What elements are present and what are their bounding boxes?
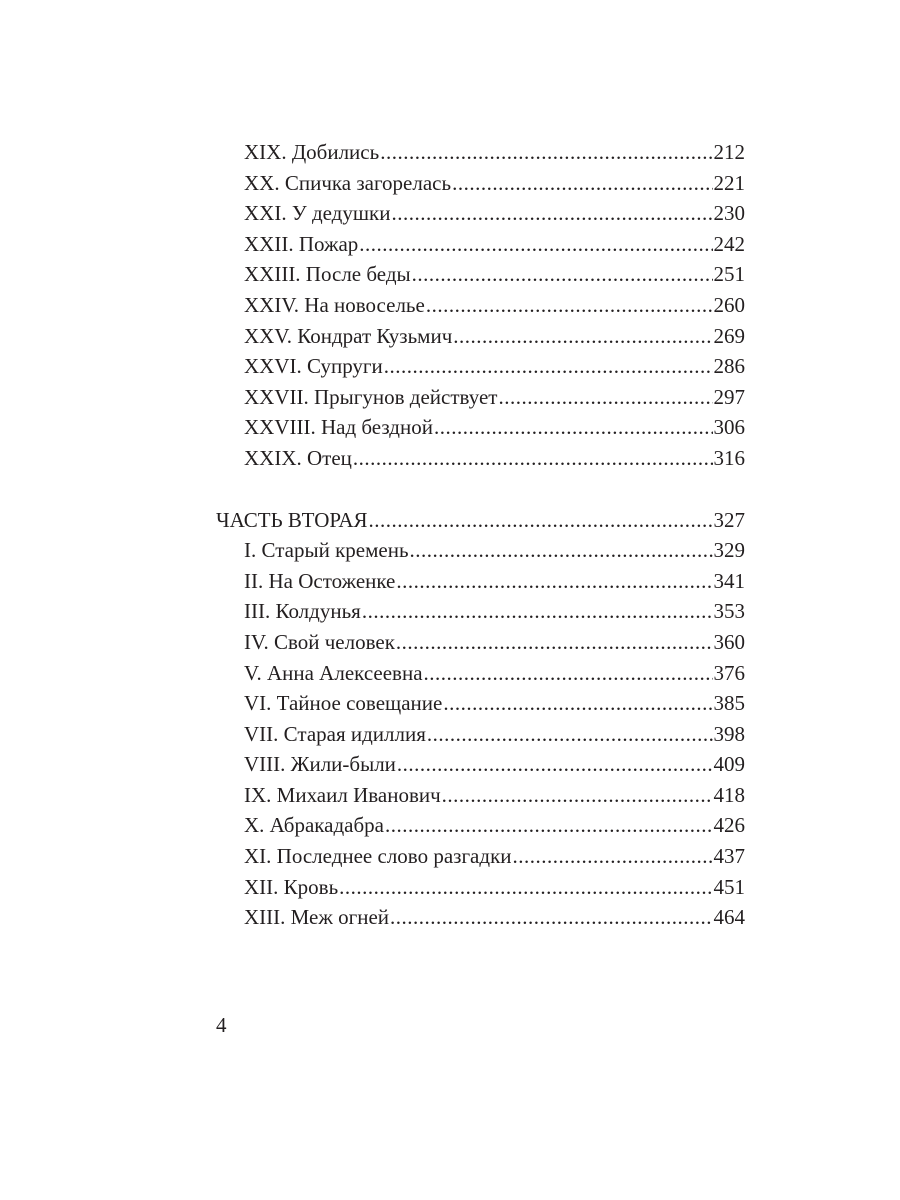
- toc-entry: [0, 719, 745, 750]
- toc-entry-title: IV. Свой человек: [244, 629, 395, 654]
- leader-dots: [396, 627, 713, 658]
- toc-part-heading: [0, 505, 745, 536]
- leader-dots: [412, 259, 713, 290]
- toc-entry-page: 398: [713, 721, 745, 746]
- leader-dots: [424, 658, 713, 689]
- toc-entry-page: 329: [713, 538, 745, 563]
- toc-entry-page: 353: [713, 599, 745, 624]
- toc-entry-title: VII. Старая идиллия: [244, 721, 426, 746]
- toc-entry-page: 451: [713, 874, 745, 899]
- leader-dots: [339, 872, 712, 903]
- toc-entry-title: XXVII. Прыгунов действует: [244, 384, 498, 409]
- toc-entry: [0, 382, 745, 413]
- leader-dots: [434, 412, 713, 443]
- toc-entry: [0, 168, 745, 199]
- leader-dots: [513, 841, 713, 872]
- toc-entry: [0, 198, 745, 229]
- leader-dots: [353, 443, 713, 474]
- toc-entry-page: 251: [713, 262, 745, 287]
- toc-entry-title: XXII. Пожар: [244, 231, 359, 256]
- toc-entry: [0, 658, 745, 689]
- toc-entry-page: 341: [713, 568, 745, 593]
- toc-entry-title: XXIII. После беды: [244, 262, 411, 287]
- leader-dots: [380, 137, 712, 168]
- toc-entry-page: 426: [713, 813, 745, 838]
- table-of-contents: [0, 137, 900, 933]
- toc-entry: [0, 137, 745, 168]
- toc-entry: [0, 872, 745, 903]
- toc-entry-page: 464: [713, 905, 745, 930]
- toc-entry: [0, 810, 745, 841]
- toc-section-part2: [0, 535, 900, 933]
- toc-entry-title: X. Абракадабра: [244, 813, 384, 838]
- toc-entry-title: XI. Последнее слово разгадки: [244, 844, 512, 869]
- toc-entry-title: XXVI. Супруги: [244, 354, 383, 379]
- leader-dots: [359, 229, 712, 260]
- toc-entry-title: III. Колдунья: [244, 599, 361, 624]
- toc-entry-page: 286: [713, 354, 745, 379]
- toc-entry-page: 376: [713, 660, 745, 685]
- toc-section-part1: [0, 137, 900, 474]
- toc-entry-page: 437: [713, 844, 745, 869]
- toc-entry: [0, 351, 745, 382]
- toc-entry-title: XXVIII. Над бездной: [244, 415, 433, 440]
- toc-entry-page: 242: [713, 231, 745, 256]
- toc-entry-title: VI. Тайное совещание: [244, 691, 443, 716]
- leader-dots: [452, 168, 712, 199]
- leader-dots: [384, 351, 713, 382]
- toc-entry: [0, 259, 745, 290]
- leader-dots: [391, 198, 712, 229]
- toc-entry-page: 385: [713, 691, 745, 716]
- toc-entry: [0, 443, 745, 474]
- toc-entry-title: IX. Михаил Иванович: [244, 782, 441, 807]
- toc-entry: [0, 902, 745, 933]
- toc-entry-title: II. На Остоженке: [244, 568, 396, 593]
- leader-dots: [442, 780, 713, 811]
- page-number: 4: [216, 1013, 227, 1037]
- toc-entry-page: 360: [713, 629, 745, 654]
- toc-entry-title: VIII. Жили-были: [244, 752, 396, 777]
- leader-dots: [498, 382, 712, 413]
- leader-dots: [453, 321, 712, 352]
- toc-entry-title: XXIX. Отец: [244, 445, 352, 470]
- toc-entry: [0, 749, 745, 780]
- leader-dots: [443, 688, 712, 719]
- toc-entry-title: XXIV. На новоселье: [244, 292, 425, 317]
- leader-dots: [397, 749, 713, 780]
- toc-entry: [0, 229, 745, 260]
- toc-entry: [0, 566, 745, 597]
- leader-dots: [362, 596, 713, 627]
- section-gap: [0, 474, 900, 505]
- toc-entry-title: V. Анна Алексеевна: [244, 660, 423, 685]
- toc-entry-page: 221: [713, 170, 745, 195]
- part-page: 327: [713, 507, 745, 532]
- toc-entry-page: 297: [713, 384, 745, 409]
- toc-entry-title: XXV. Кондрат Кузьмич: [244, 323, 453, 348]
- toc-entry-title: XX. Спичка загорелась: [244, 170, 452, 195]
- toc-entry-page: 418: [713, 782, 745, 807]
- toc-entry: [0, 780, 745, 811]
- toc-entry-page: 212: [713, 140, 745, 164]
- part-title: ЧАСТЬ ВТОРАЯ: [216, 507, 368, 532]
- toc-entry: [0, 596, 745, 627]
- toc-entry-page: 260: [713, 292, 745, 317]
- toc-entry: [0, 290, 745, 321]
- toc-entry-title: XII. Кровь: [244, 874, 339, 899]
- toc-entry-page: 409: [713, 752, 745, 777]
- toc-entry-title: I. Старый кремень: [244, 538, 409, 563]
- toc-entry-title: XXI. У дедушки: [244, 201, 391, 226]
- toc-entry-page: 269: [713, 323, 745, 348]
- leader-dots: [427, 719, 713, 750]
- leader-dots: [369, 505, 713, 536]
- leader-dots: [385, 810, 713, 841]
- toc-entry: [0, 412, 745, 443]
- toc-entry-page: 230: [713, 201, 745, 226]
- leader-dots: [390, 902, 712, 933]
- toc-entry-title: XIX. Добились: [244, 140, 380, 164]
- leader-dots: [396, 566, 712, 597]
- toc-entry-title: XIII. Меж огней: [244, 905, 390, 930]
- toc-entry: [0, 688, 745, 719]
- toc-entry: [0, 627, 745, 658]
- toc-entry: [0, 841, 745, 872]
- leader-dots: [410, 535, 713, 566]
- toc-entry-page: 306: [713, 415, 745, 440]
- toc-entry-page: 316: [713, 445, 745, 470]
- toc-entry: [0, 535, 745, 566]
- toc-entry: [0, 321, 745, 352]
- leader-dots: [426, 290, 713, 321]
